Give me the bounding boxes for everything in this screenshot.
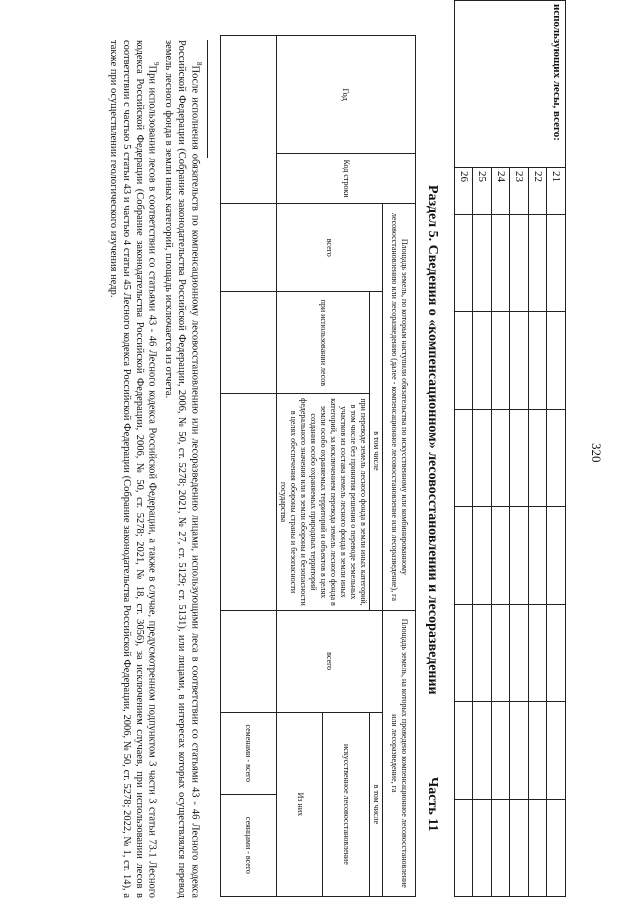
table-cell [547,702,566,799]
g2-seeds: семенами - всего [221,712,277,794]
table-cell [547,507,566,604]
row-code: 24 [492,168,511,215]
table-cell [547,799,566,896]
row-code: 25 [473,168,492,215]
g2-of-them: Из них [277,712,324,896]
g2-seedlings: сеянцами - всего [221,794,277,896]
g1-incl: в том числе [370,292,383,610]
group2-header: Площадь земель, на которых проведено компенсационное лесовосстановление или лесоразведение, га [383,610,416,896]
page-number: 320 [589,443,604,463]
g1-transfer: при переводе земель лесного фонда в земли иных категорий, в том числе без принятия решения о переводе земельных участков из состава земель лесного фонда в земли иных категорий, за исключением перевода земель лесного фонда в земли особо охраняемых территорий и объектов в целях создания особо охраняемых природных территорий федерального значения или в земли обороны и безопасности в целях обеспечения обороны страны и безопасности государства [277,394,370,610]
header-row [383,36,416,897]
g1-forest-use: при использовании лесов [277,292,370,394]
main-table-header [220,35,416,897]
table-cell [547,215,566,312]
table-cell [547,312,566,409]
footnote-rule [207,40,208,158]
group1-header: Площадь земель, по которым наступили обязательства по искусственному или комбинированному лесовосстановлению или лесоразведению (далее - компенсационное лесовосстановление или лесоразведение), га [383,204,416,610]
row-code: 26 [455,168,474,215]
row-code: 23 [510,168,529,215]
col-code: Код строки [277,154,416,204]
footnote-9: $^9$При использовании лесов в соответствии со статьями 43 - 46 Лесного кодекса Российской Федерации, а также в случае, предусмотренном подпунктом 3 части 3 статьи 73.1 Лесного кодекса Российской Федерации (Собрание законодательства Российской Федерации, 2006, № 50, ст. 5278; 2021, № 18, ст. 3056), за исключением случаев, при использовании лесов в соответствии с частью 5 статьи 43 и частью 4 статьи 45 Лесного кодекса Российской Федерации (Собрание законодательства Российской Федерации, 2006, № 50, ст. 5278; 2022, № 1, ст. 14), а также при осуществлении геологического изучения недр. [108,40,161,898]
part-label: Часть 11 [425,777,440,832]
table-cell [547,409,566,506]
footnotes [107,40,208,898]
g2-total: всего [277,610,383,712]
g2-artificial: искусственное лесовосстановление [323,712,370,896]
header-row [221,36,277,897]
g1-total: всего [277,204,383,292]
table-row [547,1,566,897]
g2-incl: в том числе [370,712,383,896]
section-title: Раздел 5. Сведения о «компенсационном» лесовосстановлении и лесоразведении [425,185,440,695]
continuation-table [454,0,566,897]
row-code: 21 [547,168,566,215]
footnote-8: $^8$После исполнения обязательств по компенсационному лесовосстановлению или лесоразведению лицами, использующими леса в соответствии со статьями 43 - 46 Лесного кодекса Российской Федерации (Собрание законодательства Российской Федерации, 2006, № 50, ст. 5278; 2021, № 27, ст. 5129; ст. 5131), или лицами, в интересах которых осуществлялся перевод земель лесного фонда в земли иных категорий, площадь исключается из отчета. [163,40,203,898]
row-code: 22 [529,168,548,215]
row-label: использующих лесы, всего: [455,1,566,168]
table-cell [547,604,566,701]
col-year: Год [277,36,416,154]
